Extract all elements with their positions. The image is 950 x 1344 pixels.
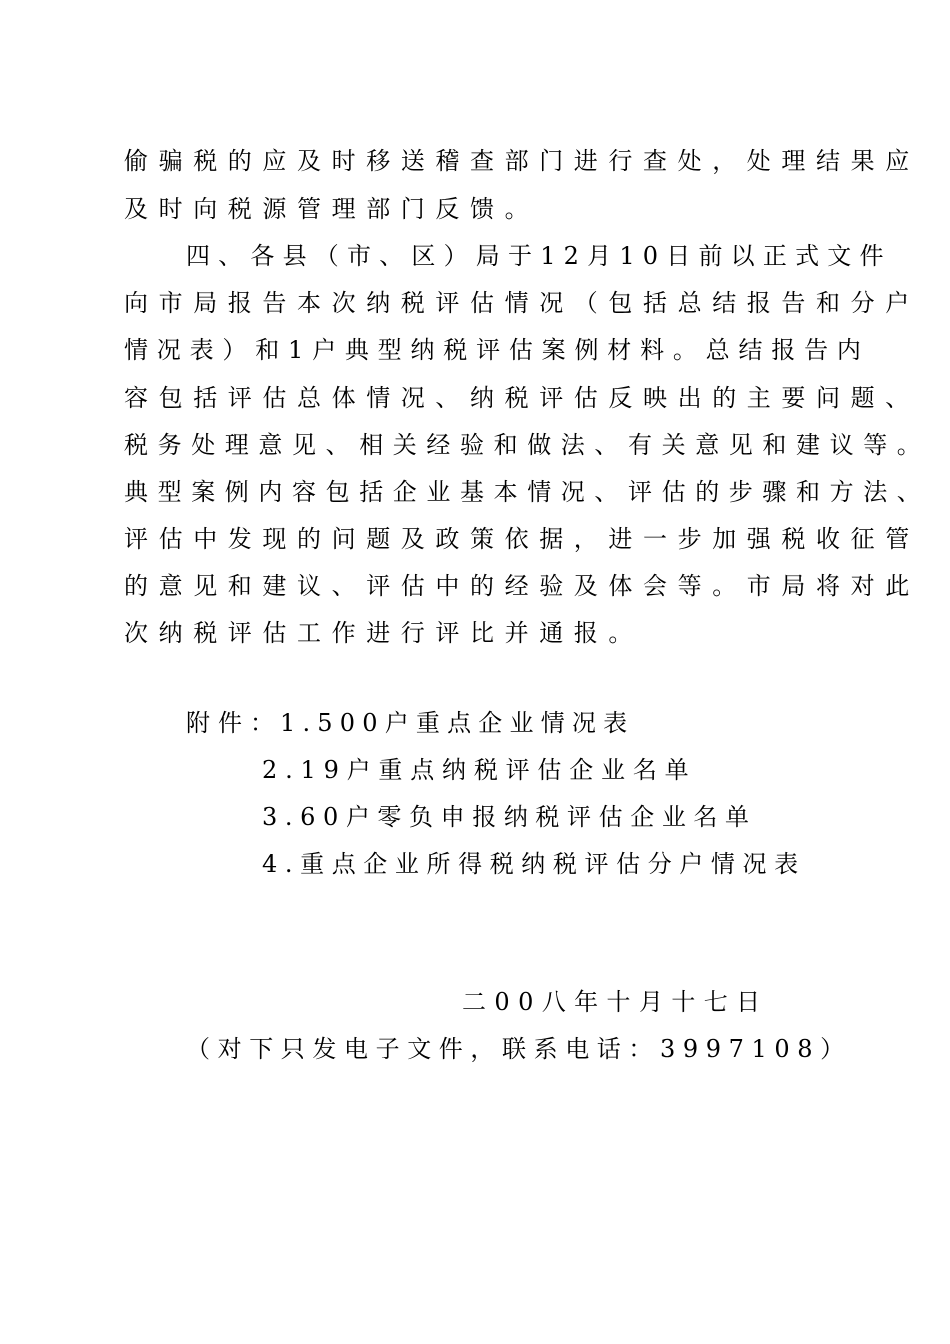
body-line: 偷骗税的应及时移送稽查部门进行查处，处理结果应 [124, 147, 920, 175]
body-line: 税务处理意见、相关经验和做法、有关意见和建议等。 [124, 431, 931, 459]
body-line: 四、各县（市、区）局于12月10日前以正式文件 [186, 242, 892, 270]
attachment-item: 2.19户重点纳税评估企业名单 [262, 756, 697, 784]
body-line: 次纳税评估工作进行评比并通报。 [124, 619, 643, 647]
attachment-item: 3.60户零负申报纳税评估企业名单 [262, 803, 757, 831]
body-line: 容包括评估总体情况、纳税评估反映出的主要问题、 [124, 384, 920, 412]
distribution-note: （对下只发电子文件，联系电话：3997108） [186, 1035, 852, 1063]
body-line: 及时向税源管理部门反馈。 [124, 195, 540, 223]
attachments-label: 附件： [186, 709, 282, 737]
body-line: 典型案例内容包括企业基本情况、评估的步骤和方法、 [124, 478, 931, 506]
body-line: 评估中发现的问题及政策依据，进一步加强税收征管 [124, 525, 920, 553]
body-line: 的意见和建议、评估中的经验及体会等。市局将对此 [124, 572, 920, 600]
attachment-item: 4.重点企业所得税纳税评估分户情况表 [262, 850, 806, 878]
document-date: 二00八年十月十七日 [462, 988, 769, 1016]
attachment-item: 1.500户重点企业情况表 [280, 709, 635, 737]
body-line: 向市局报告本次纳税评估情况（包括总结报告和分户 [124, 289, 920, 317]
body-line: 情况表）和1户典型纳税评估案例材料。总结报告内 [124, 336, 870, 364]
